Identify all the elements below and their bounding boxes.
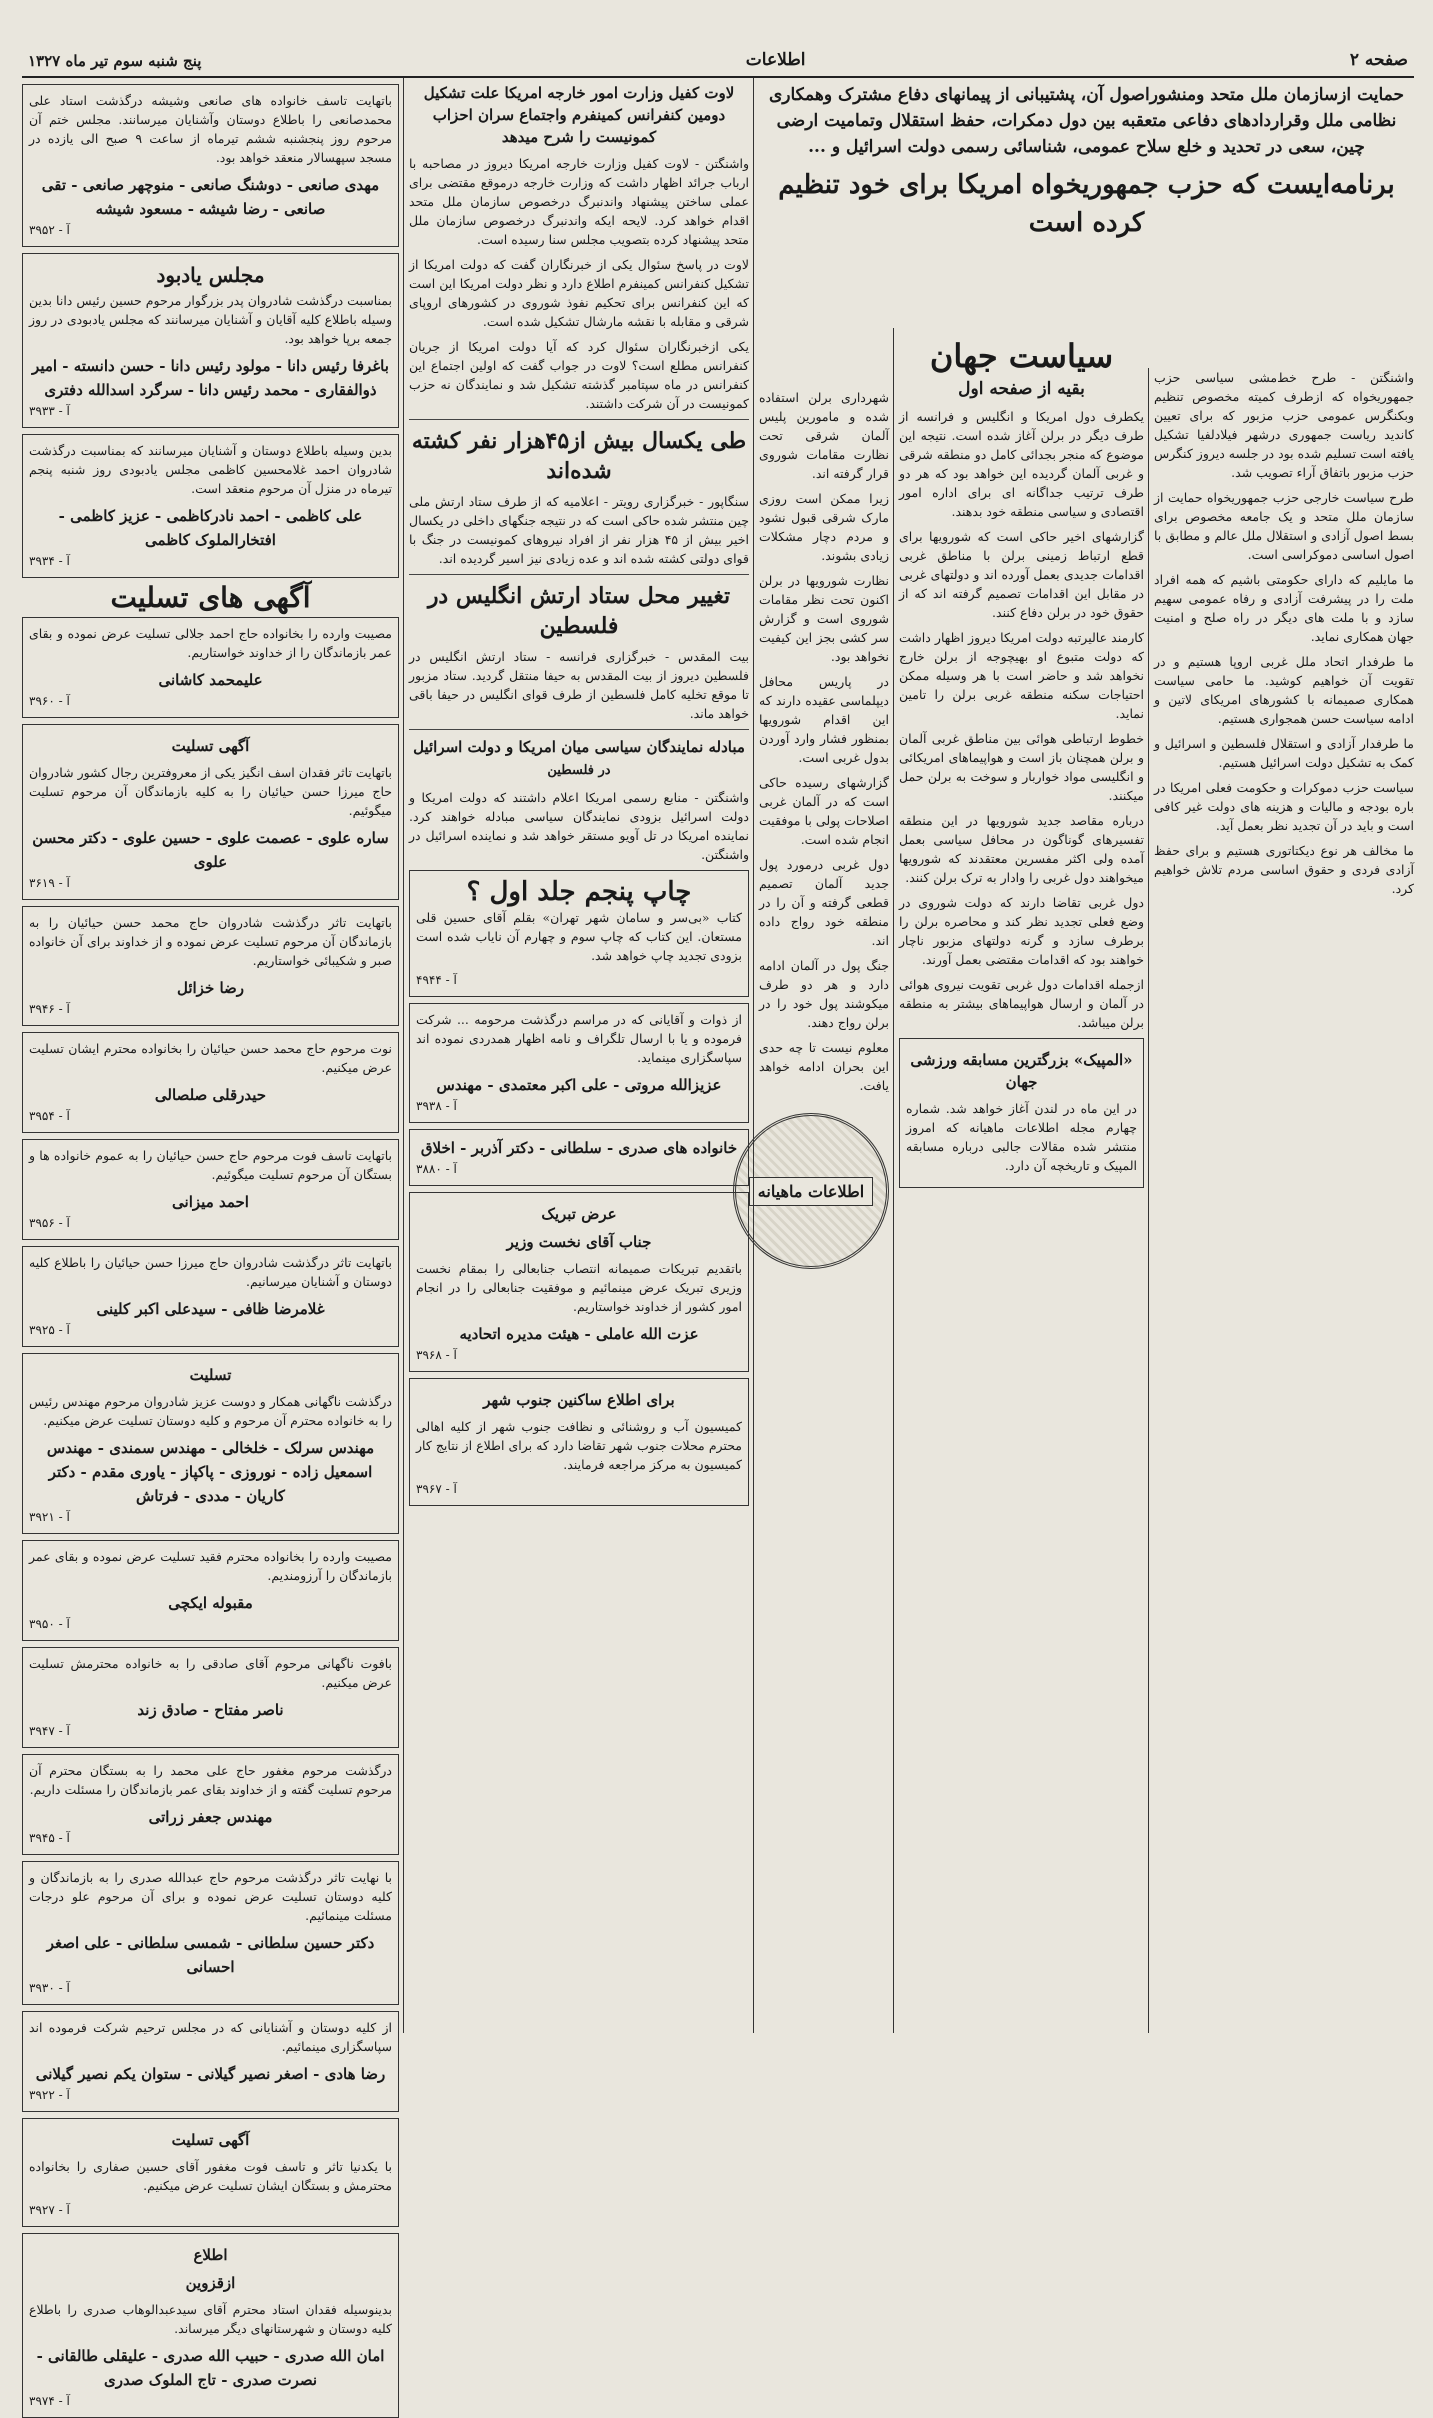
ad-box <box>22 906 399 1026</box>
ad-code: ۳۹۲۵ - آ <box>29 1323 70 1337</box>
column-4 <box>409 78 749 2033</box>
ad-names: احمد میزانی <box>172 1193 249 1211</box>
para: جنگ پول در آلمان ادامه دارد و هر دو طرف میکوشند پول خود را در برلن رواج دهند. <box>759 958 889 1030</box>
ad-text: مصیبت وارده را بخانواده حاج احمد جلالی تسلیت عرض نموده و بقای عمر بازماندگان را از خداوند خواستاریم. <box>29 626 392 660</box>
ad-box <box>409 1192 749 1372</box>
ad-text: با یکدنیا تاثر و تاسف فوت مغفور آقای حسین صفاری را بخانواده محترمش و بستگان ایشان تسلیت عرض میکنیم. <box>29 2159 392 2193</box>
page-label: صفحه ۲ <box>1349 50 1408 70</box>
ad-names: رضا خزائل <box>176 979 245 997</box>
para: نظارت شورویها در برلن اکنون تحت نظر مقامات شوروی است و گزارش سر کشی بجز این کیفیت نخواهد بود. <box>759 573 889 664</box>
para: ما مایلیم که دارای حکومتی باشیم که همه افراد ملت را در پیشرفت آزادی و رفاه عمومی سهیم سازد و با ملت های دیگر در راه صلح و امنیت جهان همکاری نماید. <box>1154 572 1414 644</box>
ad-title: مجلس یادبود <box>156 263 265 287</box>
box-text: در این ماه در لندن آغاز خواهد شد. شماره چهارم مجله اطلاعات ماهیانه که امروز منتشر شده مقالات جالبی درباره مسابقه المپیک و تاریخچه آن دارد. <box>906 1101 1137 1173</box>
article-headline: طی یکسال بیش از۴۵هزار نفر کشته شده‌اند <box>411 428 747 484</box>
ad-names: مهدی صانعی - دوشنگ صانعی - منوچهر صانعی - تقی صانعی - رضا شیشه - مسعود شیشه <box>41 176 380 218</box>
para: یکی ازخبرنگاران سئوال کرد که آیا دولت امریکا از جریان کنفرانس مطلع است؟ لاوت در جواب گفت که اولین اجتماع این کنفرانس در ماه سپتامبر گذشته تشکیل شد و نمایندگان نه حزب کمونیست در آن شرکت داشتند. <box>409 339 749 411</box>
headline-block <box>759 78 1414 363</box>
para: کارمند عالیرتبه دولت امریکا دیروز اظهار داشت که دولت متبوع او بهیچوجه از برلن خارج نخواهد شد و حاضر است با هر وسیله ممکن احتیاجات سکنه منطقه غربی برلن را تامین نماید. <box>899 630 1144 721</box>
ad-code: ۳۹۲۲ - آ <box>29 2088 70 2102</box>
para: ازجمله اقدامات دول غربی تقویت نیروی هوائی در آلمان و ارسال هواپیماهای بیشتر به منطقه برلن میباشد. <box>899 977 1144 1030</box>
ad-code: ۴۹۴۴ - آ <box>416 973 457 987</box>
ad-code: ۳۹۷۴ - آ <box>29 2394 70 2408</box>
ad-code: ۳۹۵۶ - آ <box>29 1216 70 1230</box>
ad-box <box>409 1003 749 1123</box>
ad-text: درگذشت ناگهانی همکار و دوست عزیز شادروان مرحوم مهندس رئیس را به خانواده محترم آن مرحوم و کلیه دوستان تسلیت عرض میکنیم. <box>29 1394 392 1428</box>
para: درباره مقاصد جدید شورویها در این منطقه تفسیرهای گوناگون در محافل سیاسی بعمل آمده ولی اکثر مفسرین معتقدند که شورویها میخواهند دول غربی را وادار به ترک برلن کنند. <box>899 813 1144 885</box>
ad-box <box>22 617 399 718</box>
ad-names: باغرفا رئیس دانا - مولود رئیس دانا - حسن دانسته - امیر ذوالفقاری - محمد رئیس دانا - سرگرد اسدالله دفتری <box>32 357 389 399</box>
para: واشنگتن - منابع رسمی امریکا اعلام داشتند که دولت امریکا و دولت اسرائیل بزودی نمایندگان سیاسی مبادله خواهند کرد. نماینده امریکا در تل آویو مستقر خواهد شد و نماینده اسرائیل در واشنگتن. <box>409 790 749 862</box>
para: گزارشهای رسیده حاکی است که در آلمان غربی اصلاحات پولی با موفقیت انجام شده است. <box>759 775 889 847</box>
ad-box <box>22 2011 399 2112</box>
box-title: «المپیک» بزرگترین مسابقه ورزشی جهان <box>910 1051 1133 1091</box>
ad-code: ۳۹۶۰ - آ <box>29 694 70 708</box>
ad-names: مهندس سرلک - خلخالی - مهندس سمندی - مهندس اسمعیل زاده - نوروزی - پاکپاز - یاوری مقدم - دکتر کاریان - مددی - فرتاش <box>46 1439 375 1505</box>
ad-subtitle: ازقزوین <box>185 2274 236 2292</box>
ad-box <box>22 1246 399 1347</box>
masthead <box>22 28 1414 78</box>
ad-text: باتهایت تاثر درگذشت شادروان حاج محمد حسن حیائیان را به بازماندگان آن مرحوم تسلیت عرض نموده و از خداوند برای آن خانواده صبر و شکیبائی خواستاریم. <box>29 915 392 968</box>
article-headline: مبادله نمایندگان سیاسی میان امریکا و دولت اسرائیل <box>413 738 745 756</box>
ad-text: کتاب «بی‌سر و سامان شهر تهران» بقلم آقای حسین قلی مستعان. این کتاب که چاپ سوم و چهارم آن نایاب شده است بزودی تجدید چاپ خواهد شد. <box>416 910 742 963</box>
column-rule <box>1148 368 1149 2033</box>
date-line: پنج شنبه سوم تیر ماه ۱۳۲۷ <box>28 52 202 70</box>
ad-code: ۳۹۳۴ - آ <box>29 554 70 568</box>
ad-box <box>22 2118 399 2227</box>
ad-box <box>22 1754 399 1855</box>
ad-text: از کلیه دوستان و آشنایانی که در مجلس ترحیم شرکت فرموده اند سپاسگزاری مینمائیم. <box>29 2020 392 2054</box>
ad-code: ۳۹۵۴ - آ <box>29 1109 70 1123</box>
para: معلوم نیست تا چه حدی این بحران ادامه خواهد یافت. <box>759 1040 889 1093</box>
ad-box <box>22 84 399 247</box>
seal-text: اطلاعات ماهیانه <box>749 1177 873 1206</box>
para: طرح سیاست خارجی حزب جمهوریخواه حمایت از سازمان ملل متحد و یک جامعه مخصوص برای بسط اصول آزادی و استقلال ملل عالم و مطابق با اصول اساسی دموکراسی است. <box>1154 490 1414 562</box>
ad-names: غلامرضا ظافی - سیدعلی اکبر کلینی <box>96 1300 325 1318</box>
column-5-ads <box>22 78 399 2408</box>
ad-box <box>22 1032 399 1133</box>
ad-title: آگهی تسلیت <box>171 737 250 755</box>
ad-text: بمناسبت درگذشت شادروان پدر بزرگوار مرحوم حسین رئیس دانا بدین وسیله باطلاع کلیه آقایان و آشنایان میرسانند که مجلس یادبودی در روز جمعه برپا خواهد بود. <box>29 293 392 346</box>
ad-text: باتهایت تاسف خانواده های صانعی وشیشه درگذشت استاد علی محمدصانعی را باطلاع دوستان وآشنایان میرسانند. مجلس ختم آن مرحوم روز پنجشنبه ششم تیرماه از ساعت ۹ صبح الی یازده در مسجد سپهسالار منعقد خواهد بود. <box>29 93 392 165</box>
ad-code: ۳۹۳۰ - آ <box>29 1981 70 1995</box>
ad-code: ۳۹۵۲ - آ <box>29 223 70 237</box>
ad-text: باتهایت تاسف فوت مرحوم حاج حسن حیائیان را به عموم خانواده ها و بستگان آن مرحوم تسلیت میگوئیم. <box>29 1148 392 1182</box>
divider <box>409 419 749 420</box>
ad-code: ۳۹۴۶ - آ <box>29 1002 70 1016</box>
ad-names: حیدرقلی صلصالی <box>154 1086 267 1104</box>
column-rule <box>893 328 894 2033</box>
ad-box <box>22 2233 399 2418</box>
ad-title: برای اطلاع ساکنین جنوب شهر <box>483 1391 675 1409</box>
ad-box <box>22 434 399 578</box>
article-headline: تغییر محل ستاد ارتش انگلیس در فلسطین <box>427 583 731 639</box>
para: یکطرف دول امریکا و انگلیس و فرانسه از طرف دیگر در برلن آغاز شده است. نتیجه این موضوع که منجر بجدائی کامل دو منطقه شرقی و غربی آلمان گردیده این خواهد بود که هر دو طرف ترتیب جداگانه ای برای اداره امور اقتصادی و سیاسی منطقه خود بدهند. <box>899 409 1144 519</box>
ad-subtitle: جناب آقای نخست وزیر <box>506 1233 652 1251</box>
ad-code: ۳۹۴۷ - آ <box>29 1724 70 1738</box>
ad-title: اطلاع <box>193 2246 228 2264</box>
para: خطوط ارتباطی هوائی بین مناطق غربی آلمان و برلن همچنان باز است و هواپیماهای امریکائی و انگلیسی مواد خواربار و سوخت به برلن حمل میکنند. <box>899 731 1144 803</box>
ad-box <box>22 253 399 428</box>
column-2 <box>899 328 1144 2033</box>
para: ما طرفدار اتحاد ملل غربی اروپا هستیم و در تقویت آن خواهیم کوشید. ما حامی سیاست همکاری صمیمانه با کشورهای امریکای لاتین و ادامه سیاست حسن همجواری هستیم. <box>1154 654 1414 726</box>
ad-text: نوت مرحوم حاج محمد حسن حیائیان را بخانواده محترم ایشان تسلیت عرض میکنیم. <box>29 1041 392 1075</box>
main-headline: برنامه‌ایست که حزب جمهوریخواه امریکا برای خود تنظیم کرده است <box>778 170 1395 238</box>
ettelaat-mahiane-seal <box>733 1113 889 1269</box>
ad-names: امان الله صدری - حبیب الله صدری - علیقلی طالقانی - نصرت صدری - تاج الملوک صدری <box>36 2347 385 2389</box>
ad-code: ۳۹۵۰ - آ <box>29 1617 70 1631</box>
ad-names: مقبوله ایکچی <box>168 1594 253 1612</box>
divider <box>409 574 749 575</box>
para: زیرا ممکن است روزی مارک شرقی قبول نشود و مردم دچار مشکلات زیادی بشوند. <box>759 491 889 563</box>
ad-box <box>409 870 749 997</box>
ad-names: عزیزالله مروتی - علی اکبر معتمدی - مهندس <box>436 1076 722 1094</box>
para: واشنگتن - لاوت کفیل وزارت خارجه امریکا دیروز در مصاحبه با ارباب جرائد اظهار داشت که وزارت خارجه درموقع مقتضی برای عملی ساختن پیشنهاد واندنبرگ درخصوص سازمان ملل متحد اقدام خواهد کرد. لایحه ایکه واندنبرگ درخصوص سازمان ملل متحد پیشنهاد کرده بتصویب مجلس سنا رسیده است. <box>409 156 749 247</box>
ad-names: دکتر حسین سلطانی - شمسی سلطانی - علی اصغر احسانی <box>46 1934 375 1976</box>
column-1 <box>1154 368 1414 2033</box>
ad-code: ۳۹۶۷ - آ <box>416 1482 457 1496</box>
para: در پاریس محافل دیپلماسی عقیده دارند که این اقدام شورویها بمنظور فشار وارد آوردن بدول غربی است. <box>759 674 889 765</box>
ad-box <box>22 1861 399 2005</box>
para: شهرداری برلن استفاده شده و مامورین پلیس آلمان شرقی تحت نظارت مقامات شوروی قرار گرفته اند. <box>759 390 889 481</box>
ad-text: از ذوات و آقایانی که در مراسم درگذشت مرحومه ... شرکت فرموده و یا با ارسال تلگراف و نامه اظهار همدردی نموده اند سپاسگزاری مینماید. <box>416 1012 742 1065</box>
ad-text: مصیبت وارده را بخانواده محترم فقید تسلیت عرض نموده و بقای عمر بازماندگان را آرزومندیم. <box>29 1549 392 1583</box>
ad-names: علی کاظمی - احمد نادرکاظمی - عزیز کاظمی - افتخارالملوک کاظمی <box>58 507 363 549</box>
ad-names: رضا هادی - اصغر نصیر گیلانی - ستوان یکم نصیر گیلانی <box>35 2065 386 2083</box>
ad-text: با نهایت تاثر درگذشت مرحوم حاج عبدالله صدری را به بازماندگان و کلیه دوستان تسلیت عرض نموده و برای آن مرحوم علو درجات مسئلت مینمائیم. <box>29 1870 392 1923</box>
para: ما طرفدار آزادی و استقلال فلسطین و اسرائیل و کمک به تشکیل دولت اسرائیل هستیم. <box>1154 736 1414 770</box>
ad-names: مهندس جعفر زراتی <box>148 1808 273 1826</box>
section-subtitle: بقیه از صفحه اول <box>958 379 1085 399</box>
divider <box>409 729 749 730</box>
para: لاوت در پاسخ سئوال یکی از خبرنگاران گفت که دولت امریکا از تشکیل کنفرانس کمینفرم اطلاع دارد و نظر دولت امریکا این است که این کنفرانس برای تحکیم نفوذ شوروی در کشورهای اروپای شرقی و مقابله با نقشه مارشال تشکیل شده است. <box>409 257 749 329</box>
ad-box <box>22 1139 399 1240</box>
column-3 <box>759 388 889 2033</box>
ad-title: تسلیت <box>189 1366 232 1384</box>
ad-text: بدین وسیله باطلاع دوستان و آشنایان میرسانند که بمناسبت درگذشت شادروان احمد غلامحسین کاظمی مجلس یادبودی روز شنبه پنجم تیرماه در منزل آن مرحوم منعقد است. <box>29 443 392 496</box>
headline-kicker: حمایت ازسازمان ملل متحد ومنشوراصول آن، پشتیبانی از پیمانهای دفاع مشترک وهمکاری نظامی ملل وقراردادهای دفاعی متعقبه بین دول دمکرات، حفظ استقلال وتمامیت ارضی چین، سعی در تحدید و خلع سلاح عمومی، شناسائی رسمی دولت اسرائیل و ... <box>768 85 1405 157</box>
ad-code: ۳۸۸۰ - آ <box>416 1162 457 1176</box>
ad-names: خانواده های صدری - سلطانی - دکتر آذربر - اخلاق <box>420 1139 738 1157</box>
ad-code: ۳۶۱۹ - آ <box>29 876 70 890</box>
lead-text: واشنگتن - طرح خط‌مشی سیاسی حزب جمهوریخواه که ازطرف کمیته مخصوص تنظیم وبکنگرس عمومی حزب مزبور که برای تعیین کاندید ریاست جمهوری درشهر فیلادلفیا تشکیل یافته است تسلیم شده بود در جلسه دیروز کنگرس حزب مزبور باتفاق آراء تصویب شد. <box>1154 370 1414 480</box>
column-rule <box>753 78 754 2033</box>
para: سنگاپور - خبرگزاری رویتر - اعلامیه که از طرف ستاد ارتش ملی چین منتشر شده حاکی است که در نتیجه جنگهای داخلی در یکسال اخیر بیش از ۴۵ هزار نفر از افراد نیروهای کمونیست در جنگ با قوای دولتی کشته شده اند و عده زیادی نیز اسیر گردیده اند. <box>409 494 749 566</box>
ad-box <box>22 1353 399 1534</box>
article-subhead: در فلسطین <box>547 763 611 778</box>
para: بیت المقدس - خبرگزاری فرانسه - ستاد ارتش انگلیس در فلسطین دیروز از بیت المقدس به حیفا منتقل گردید. ستاد مزبور تا موقع تخلیه کامل فلسطین از طرف قوای انگلیس در حیفا باقی خواهد ماند. <box>409 649 749 721</box>
ad-names: عزت الله عاملی - هیئت مدیره اتحادیه <box>459 1325 699 1343</box>
ad-box <box>409 1129 749 1186</box>
ad-code: ۳۹۳۳ - آ <box>29 404 70 418</box>
para: گزارشهای اخیر حاکی است که شورویها برای قطع ارتباط زمینی برلن با مناطق غربی اقدامات جدیدی بعمل آورده اند و دولتهای غربی در مقابل این اقدامات تصمیم گرفته اند که از حقوق خود در برلن دفاع کنند. <box>899 529 1144 620</box>
ad-box <box>409 1378 749 1506</box>
section-title: آگهی های تسلیت <box>110 581 311 614</box>
ad-box <box>22 1647 399 1748</box>
para: ما مخالف هر نوع دیکتاتوری هستیم و برای حفظ آزادی فردی و حقوق اساسی مردم تلاش خواهیم کرد. <box>1154 843 1414 896</box>
ad-text: کمیسیون آب و روشنائی و نظافت جنوب شهر از کلیه اهالی محترم محلات جنوب شهر تقاضا دارد که برای اطلاع از نتایج کار کمیسیون به مرکز مراجعه فرمایند. <box>416 1419 742 1472</box>
ad-text: باتهایت تاثر فقدان اسف انگیز یکی از معروفترین رجال کشور شادروان حاج میرزا حسن حیائیان را به کلیه بازماندگان آن مرحوم تسلیت میگوئیم. <box>29 765 392 818</box>
ad-names: علیمحمد کاشانی <box>158 671 263 689</box>
ad-code: ۳۹۴۵ - آ <box>29 1831 70 1845</box>
ad-text: بافوت ناگهانی مرحوم آقای صادقی را به خانواده محترمش تسلیت عرض میکنیم. <box>29 1656 392 1690</box>
article-headline: لاوت کفیل وزارت امور خارجه امریکا علت تشکیل دومین کنفرانس کمینفرم واجتماع سران احزاب کمونیست را شرح میدهد <box>423 84 735 146</box>
ad-box <box>22 724 399 900</box>
ad-title: آگهی تسلیت <box>171 2131 250 2149</box>
ad-text: بدینوسیله فقدان استاد محترم آقای سیدعبدالوهاب صدری را باطلاع کلیه دوستان و شهرستانهای دیگر میرساند. <box>29 2302 392 2336</box>
column-rule <box>403 78 404 2033</box>
ad-text: باتهایت تاثر درگذشت شادروان حاج میرزا حسن حیائیان را باطلاع کلیه دوستان و آشنایان میرسانیم. <box>29 1255 392 1289</box>
ad-text: باتقدیم تبریکات صمیمانه انتصاب جنابعالی را بمقام نخست وزیری تبریک عرض مینمائیم و موفقیت جنابعالی را در انجام امور کشور از خداوند خواستاریم. <box>416 1261 742 1314</box>
paper-name: اطلاعات <box>745 50 806 70</box>
para: سیاست حزب دموکرات و حکومت فعلی امریکا در باره بودجه و مالیات و هزینه های دولت غیر کافی است و باید در آن تجدید نظر بعمل آید. <box>1154 780 1414 833</box>
olympic-box <box>899 1038 1144 1188</box>
ad-title: چاپ پنجم جلد اول ؟ <box>466 877 692 907</box>
section-title: سیاست جهان <box>929 337 1114 375</box>
ad-code: ۳۹۶۸ - آ <box>416 1348 457 1362</box>
para: دول غربی درمورد پول جدید آلمان تصمیم قطعی گرفته و آن را در منطقه خود رواج داده اند. <box>759 857 889 948</box>
ad-names: ناصر مفتاح - صادق زند <box>137 1701 284 1719</box>
ad-names: ساره علوی - عصمت علوی - حسین علوی - دکتر محسن علوی <box>32 829 389 871</box>
ad-code: ۳۹۲۱ - آ <box>29 1510 70 1524</box>
newspaper-page <box>22 28 1414 2408</box>
ad-box <box>22 1540 399 1641</box>
para: دول غربی تقاضا دارند که دولت شوروی در وضع فعلی تجدید نظر کند و محاصره برلن را برطرف سازد و گرنه دولتهای مزبور ناچار خواهند بود که اقدامات مقتضی بعمل آورند. <box>899 895 1144 967</box>
ad-code: ۳۹۳۸ - آ <box>416 1099 457 1113</box>
ad-title: عرض تبریک <box>541 1205 617 1223</box>
ad-code: ۳۹۲۷ - آ <box>29 2203 70 2217</box>
ad-text: درگذشت مرحوم مغفور حاج علی محمد را به بستگان محترم آن مرحوم تسلیت گفته و از خداوند بقای عمر بازماندگان را مسئلت داریم. <box>29 1763 392 1797</box>
